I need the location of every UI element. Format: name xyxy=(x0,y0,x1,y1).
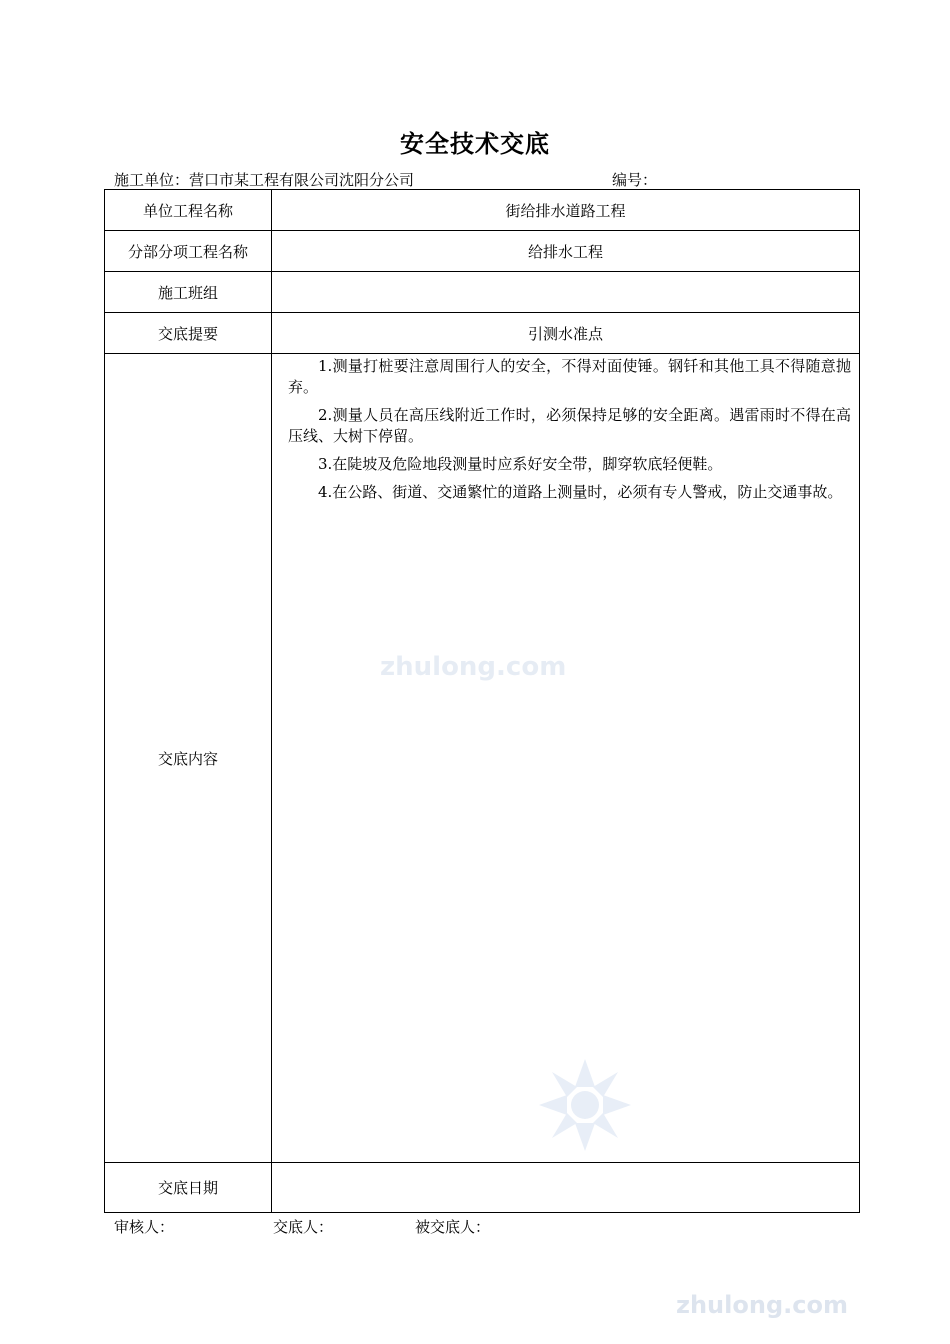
watermark-text-center: zhulong.com xyxy=(380,652,567,682)
summary-value: 引测水准点 xyxy=(272,313,860,354)
content-body xyxy=(272,354,860,1163)
row-content xyxy=(105,354,860,1163)
reviewer-signature: 审核人： xyxy=(114,1218,175,1236)
row-project-name xyxy=(105,190,860,231)
sub-project-label: 分部分项工程名称 xyxy=(105,231,272,272)
disclosure-form-table xyxy=(104,189,860,1213)
receiver-signature: 被交底人： xyxy=(415,1218,491,1236)
row-sub-project xyxy=(105,231,860,272)
summary-label: 交底提要 xyxy=(105,313,272,354)
row-date xyxy=(105,1163,860,1213)
content-label: 交底内容 xyxy=(105,354,272,1163)
date-value xyxy=(272,1163,860,1213)
content-paragraph: 1.测量打桩要注意周围行人的安全，不得对面使锤。钢钎和其他工具不得随意抛弃。 xyxy=(288,357,851,396)
crew-label: 施工班组 xyxy=(105,272,272,313)
row-summary xyxy=(105,313,860,354)
content-paragraph: 2.测量人员在高压线附近工作时，必须保持足够的安全距离。遇雷雨时不得在高压线、大树下停留。 xyxy=(288,406,851,445)
row-crew xyxy=(105,272,860,313)
discloser-signature: 交底人： xyxy=(273,1218,334,1236)
document-number-label: 编号： xyxy=(612,171,658,189)
construction-unit: 施工单位：营口市某工程有限公司沈阳分公司 xyxy=(114,171,415,189)
document-title: 安全技术交底 xyxy=(400,129,550,158)
project-name-label: 单位工程名称 xyxy=(105,190,272,231)
crew-value xyxy=(272,272,860,313)
sub-project-value: 给排水工程 xyxy=(272,231,860,272)
watermark-text-bottom: zhulong.com xyxy=(676,1291,848,1319)
project-name-value: 街给排水道路工程 xyxy=(272,190,860,231)
date-label: 交底日期 xyxy=(105,1163,272,1213)
content-paragraph: 4.在公路、街道、交通繁忙的道路上测量时，必须有专人警戒，防止交通事故。 xyxy=(318,483,843,501)
content-paragraph: 3.在陡坡及危险地段测量时应系好安全带，脚穿软底轻便鞋。 xyxy=(318,455,723,473)
